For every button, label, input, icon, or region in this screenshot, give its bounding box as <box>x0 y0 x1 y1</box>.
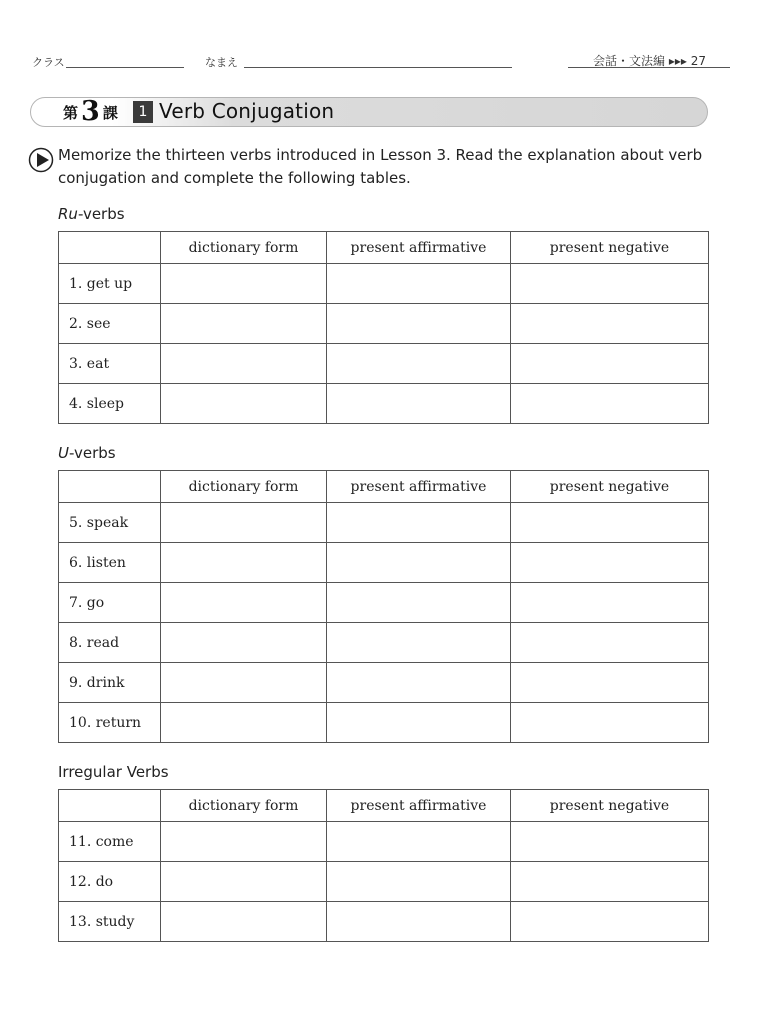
lesson-title-bar <box>30 97 708 127</box>
u-verbs-table <box>58 470 709 743</box>
verb-label: 1. get up <box>59 264 161 304</box>
answer-cell[interactable] <box>161 623 327 663</box>
column-header: present negative <box>511 232 709 264</box>
answer-cell[interactable] <box>511 304 709 344</box>
column-header: present affirmative <box>327 790 511 822</box>
verb-label: 3. eat <box>59 344 161 384</box>
table-header-row <box>59 471 709 503</box>
verb-label: 9. drink <box>59 663 161 703</box>
verb-label: 2. see <box>59 304 161 344</box>
answer-cell[interactable] <box>161 583 327 623</box>
answer-cell[interactable] <box>327 304 511 344</box>
name-field-line[interactable] <box>244 67 512 68</box>
answer-cell[interactable] <box>511 583 709 623</box>
answer-cell[interactable] <box>511 663 709 703</box>
answer-cell[interactable] <box>327 344 511 384</box>
irregular-verbs-table <box>58 789 709 942</box>
verb-label: 5. speak <box>59 503 161 543</box>
table-row <box>59 583 709 623</box>
table-row <box>59 543 709 583</box>
answer-cell[interactable] <box>161 703 327 743</box>
answer-cell[interactable] <box>161 543 327 583</box>
answer-cell[interactable] <box>161 822 327 862</box>
answer-cell[interactable] <box>511 703 709 743</box>
lesson-suffix: 課 <box>102 103 118 122</box>
section-label-italic: Ru <box>58 205 78 223</box>
answer-cell[interactable] <box>327 384 511 424</box>
column-header: dictionary form <box>161 790 327 822</box>
table-row <box>59 703 709 743</box>
answer-cell[interactable] <box>161 862 327 902</box>
section-number-badge: 1 <box>133 101 153 123</box>
instruction-text: Memorize the thirteen verbs introduced in Lesson 3. Read the explanation about verb conjugation and complete the following tables. <box>58 146 703 187</box>
answer-cell[interactable] <box>511 862 709 902</box>
table-row <box>59 344 709 384</box>
verb-label: 6. listen <box>59 543 161 583</box>
table-row <box>59 663 709 703</box>
verb-label: 12. do <box>59 862 161 902</box>
answer-cell[interactable] <box>511 344 709 384</box>
table-row <box>59 384 709 424</box>
section-label-u-verbs <box>58 444 116 462</box>
answer-cell[interactable] <box>511 503 709 543</box>
column-header <box>59 232 161 264</box>
section-title: Verb Conjugation <box>159 99 335 123</box>
answer-cell[interactable] <box>327 862 511 902</box>
verb-label: 11. come <box>59 822 161 862</box>
answer-cell[interactable] <box>327 583 511 623</box>
answer-cell[interactable] <box>511 822 709 862</box>
class-field-line[interactable] <box>66 67 184 68</box>
page-header <box>0 50 768 70</box>
column-header: present affirmative <box>327 471 511 503</box>
page-reference: 会話・文法編 ▸▸▸ 27 <box>593 54 706 68</box>
answer-cell[interactable] <box>327 543 511 583</box>
answer-cell[interactable] <box>327 623 511 663</box>
answer-cell[interactable] <box>161 663 327 703</box>
table-row <box>59 304 709 344</box>
column-header: dictionary form <box>161 471 327 503</box>
answer-cell[interactable] <box>511 623 709 663</box>
column-header <box>59 471 161 503</box>
table-row <box>59 822 709 862</box>
answer-cell[interactable] <box>511 902 709 942</box>
answer-cell[interactable] <box>511 543 709 583</box>
verb-label: 13. study <box>59 902 161 942</box>
section-label-text: -verbs <box>77 205 125 223</box>
answer-cell[interactable] <box>327 822 511 862</box>
lesson-prefix: 第 <box>63 103 79 122</box>
column-header: dictionary form <box>161 232 327 264</box>
answer-cell[interactable] <box>327 264 511 304</box>
column-header <box>59 790 161 822</box>
class-label: クラス <box>32 56 65 69</box>
name-label: なまえ <box>205 56 238 69</box>
verb-label: 7. go <box>59 583 161 623</box>
verb-label: 10. return <box>59 703 161 743</box>
table-header-row <box>59 790 709 822</box>
answer-cell[interactable] <box>327 503 511 543</box>
verb-label: 8. read <box>59 623 161 663</box>
column-header: present affirmative <box>327 232 511 264</box>
lesson-number: 3 <box>81 96 100 127</box>
ru-verbs-table <box>58 231 709 424</box>
play-arrow-icon <box>28 147 54 173</box>
section-label-italic: U <box>58 444 69 462</box>
answer-cell[interactable] <box>511 384 709 424</box>
table-row <box>59 623 709 663</box>
section-label-text: -verbs <box>68 444 116 462</box>
section-label-irregular-verbs <box>58 763 169 781</box>
table-row <box>59 902 709 942</box>
answer-cell[interactable] <box>161 304 327 344</box>
table-row <box>59 862 709 902</box>
table-header-row <box>59 232 709 264</box>
table-row <box>59 503 709 543</box>
column-header: present negative <box>511 790 709 822</box>
section-label-text: Irregular Verbs <box>58 763 169 781</box>
answer-cell[interactable] <box>161 384 327 424</box>
answer-cell[interactable] <box>327 902 511 942</box>
answer-cell[interactable] <box>161 264 327 304</box>
answer-cell[interactable] <box>161 902 327 942</box>
answer-cell[interactable] <box>327 663 511 703</box>
answer-cell[interactable] <box>161 344 327 384</box>
verb-label: 4. sleep <box>59 384 161 424</box>
page-ref-underline <box>568 67 730 68</box>
column-header: present negative <box>511 471 709 503</box>
table-row <box>59 264 709 304</box>
answer-cell[interactable] <box>511 264 709 304</box>
answer-cell[interactable] <box>161 503 327 543</box>
lesson-marker <box>63 98 118 126</box>
answer-cell[interactable] <box>327 703 511 743</box>
section-label-ru-verbs <box>58 205 125 223</box>
